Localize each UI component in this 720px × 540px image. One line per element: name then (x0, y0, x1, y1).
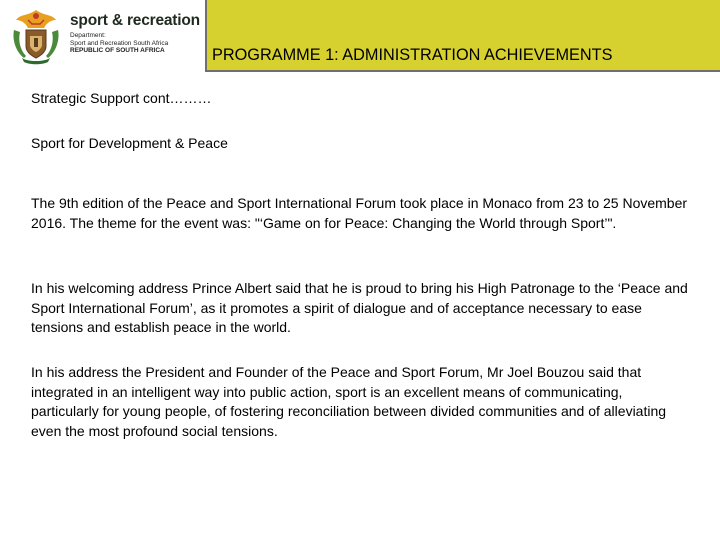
department-logo (0, 0, 207, 72)
paragraph-president: In his address the President and Founder of the Peace and Sport Forum, Mr Joel Bouzou said that integrated in an intelligent way into public action, sport is an excellent means of communicating, particularly for young people, of fostering reconciliation between divided communities and of alleviating even the most profound social tensions. (31, 364, 667, 439)
header-banner (0, 0, 720, 72)
department-label: Department: (70, 32, 106, 39)
coat-of-arms-icon (8, 6, 64, 66)
department-name: Sport and Recreation South Africa (70, 39, 169, 47)
paragraph-prince-albert: In his welcoming address Prince Albert said that he is proud to bring his High Patronage to the ‘Peace and Sport International Forum’, as it promotes a spirit of dialogue and of acceptance necessary to ease tensions and establish peace in the world. (31, 280, 688, 335)
section-heading: Strategic Support cont……… (31, 90, 212, 106)
subsection-heading: Sport for Development & Peace (31, 135, 228, 151)
logo-title: sport & recreation (70, 12, 200, 29)
country-name: REPUBLIC OF SOUTH AFRICA (70, 47, 165, 54)
header-divider (205, 70, 720, 72)
page-title: PROGRAMME 1: ADMINISTRATION ACHIEVEMENTS (212, 46, 613, 64)
paragraph-forum: The 9th edition of the Peace and Sport International Forum took place in Monaco from 23 to 25 November 2016. The theme for the event was: "‘Game on for Peace: Changing the World through Sport’". (31, 195, 688, 231)
logo-text (70, 12, 202, 55)
